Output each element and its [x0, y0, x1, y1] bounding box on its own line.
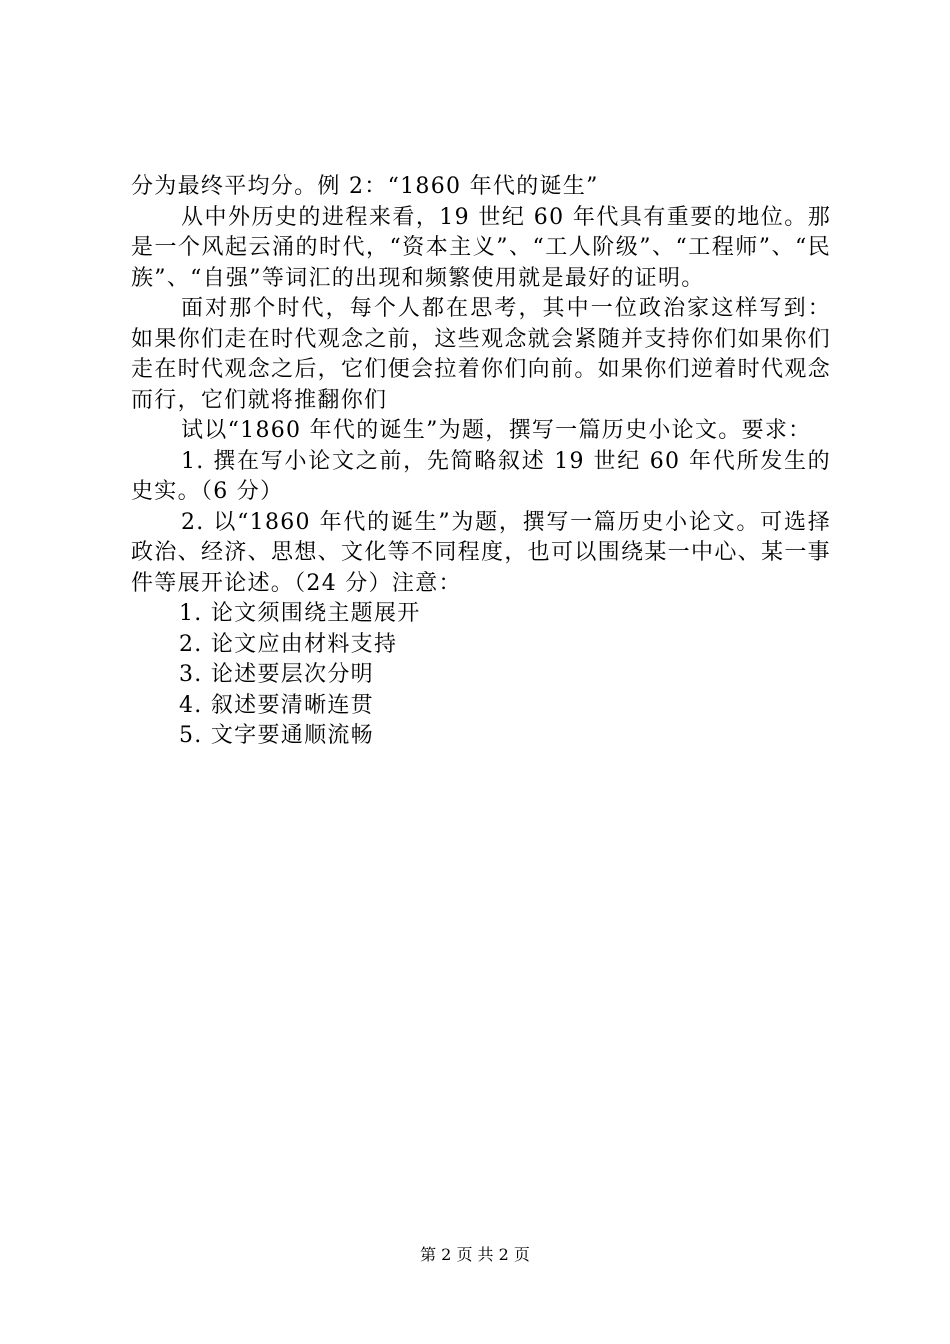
note-item-2: 2. 论文应由材料支持: [179, 631, 398, 657]
paragraph-example-title: 分为最终平均分。例 2：“1860 年代的诞生”: [131, 174, 599, 199]
note-item-5: 5. 文字要通顺流畅: [179, 723, 374, 748]
paragraph-politician-quote: 面对那个时代，每个人都在思考，其中一位政治家这样写到：如果你们走在时代观念之前，这些观念就会紧随并支持你们如果你们走在时代观念之后，它们便会拉着你们向前。如果你们逆着时代观念而行，它们就将推翻你们: [131, 296, 831, 413]
paragraph-requirement-1: 1. 撰在写小论文之前，先简略叙述 19 世纪 60 年代所发生的史实。（6 分）: [131, 448, 831, 504]
paragraph-requirement-2: 2. 以“1860 年代的诞生”为题，撰写一篇历史小论文。可选择政治、经济、思想、文化等不同程度，也可以围绕某一中心、某一事件等展开论述。（24 分）注意：: [131, 509, 831, 596]
page-footer: 第 2 页 共 2 页: [420, 1245, 530, 1264]
note-item-4: 4. 叙述要清晰连贯: [179, 692, 374, 718]
note-item-1: 1. 论文须围绕主题展开: [179, 601, 421, 626]
document-body: [131, 172, 831, 752]
paragraph-historical-context: 从中外历史的进程来看，19 世纪 60 年代具有重要的地位。那是一个风起云涌的时代，“资本主义”、“工人阶级”、“工程师”、“民族”、“自强”等词汇的出现和频繁使用就是最好的证明。: [131, 204, 831, 291]
note-item-3: 3. 论述要层次分明: [179, 662, 374, 687]
paragraph-task-prompt: 试以“1860 年代的诞生”为题，撰写一篇历史小论文。要求：: [181, 418, 812, 443]
